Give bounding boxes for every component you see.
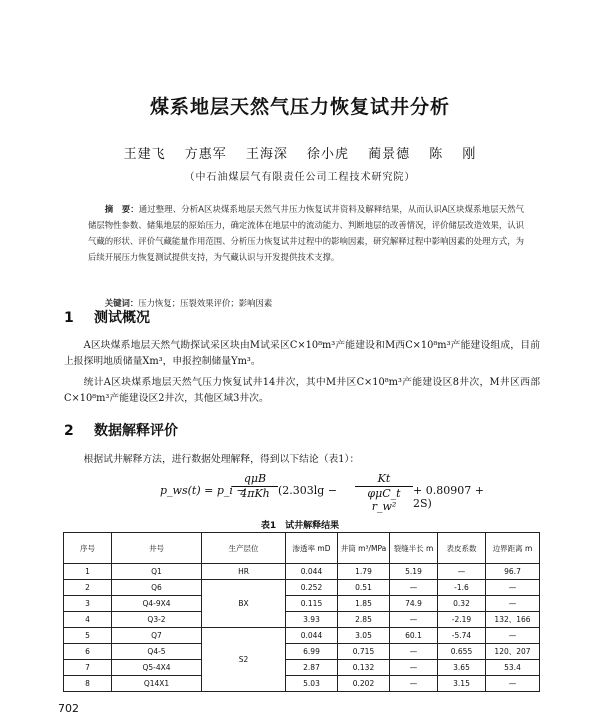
table-cell: 132、166	[486, 612, 540, 628]
table-cell: 120、207	[486, 644, 540, 660]
section-1-number: 1	[64, 310, 74, 326]
table-header-cell: 井筒 m³/MPa	[338, 533, 390, 564]
table-cell: —	[390, 644, 438, 660]
table-cell: 0.51	[338, 580, 390, 596]
paper-title: 煤系地层天然气压力恢复试井分析	[149, 96, 450, 118]
keywords-label: 关键词：	[104, 298, 139, 308]
section-1-paragraph-1: A区块煤系地层天然气勘探试采区块由M试采区C×10⁸m³产能建设和M西C×10⁸m³产能建设组成，目前上报探明地质储量Xm³，申报控制储量Ym³。	[64, 340, 540, 367]
table-cell: 5.19	[390, 564, 438, 580]
table-cell: 1.79	[338, 564, 390, 580]
table-header-cell: 生产层位	[202, 533, 286, 564]
table-cell: 0.044	[286, 564, 338, 580]
table-cell: 0.132	[338, 660, 390, 676]
formula-frac1-denominator: 4πKh	[240, 487, 270, 500]
table-cell: Q1	[112, 564, 202, 580]
table-cell-layer-bx: BX	[202, 580, 286, 628]
keywords-text: 压力恢复；压裂效果评价；影响因素	[138, 298, 273, 308]
table-header-row	[64, 533, 540, 564]
table-cell: 3	[64, 596, 112, 612]
table-cell: 0.202	[338, 676, 390, 692]
table-cell: HR	[202, 564, 286, 580]
table-cell: —	[390, 580, 438, 596]
results-table	[63, 532, 540, 692]
table-cell: Q14X1	[112, 676, 202, 692]
table-cell-layer-s2: S2	[202, 628, 286, 692]
table-cell: 1	[64, 564, 112, 580]
table-cell: 1.85	[338, 596, 390, 612]
section-2-title: 数据解释评价	[94, 423, 178, 439]
formula-frac2-denominator: φμC_t r_w²	[367, 487, 401, 513]
author-list: 王建飞 方惠军 王海深 徐小虎 蔺景德 陈 刚	[123, 147, 477, 162]
table-cell: 3.93	[286, 612, 338, 628]
table-row	[64, 676, 540, 692]
table-cell: 2.85	[338, 612, 390, 628]
table-cell: -5.74	[438, 628, 486, 644]
table-cell: 96.7	[486, 564, 540, 580]
formula-frac2-numerator: Kt	[355, 472, 413, 487]
table-cell: 8	[64, 676, 112, 692]
table-cell: 6.99	[286, 644, 338, 660]
formula-mid-2: + 0.80907 + 2S)	[413, 484, 484, 510]
table-cell: —	[390, 676, 438, 692]
table-cell: —	[438, 564, 486, 580]
section-2-paragraph-1: 根据试井解释方法，进行数据处理解释，得到以下结论（表1）：	[83, 454, 360, 465]
table-cell: 0.655	[438, 644, 486, 660]
abstract	[88, 201, 524, 265]
table-cell: Q4-5	[112, 644, 202, 660]
section-1-paragraph-2: 统计A区块煤系地层天然气压力恢复试井14井次，其中M井区C×10⁸m³产能建设区8井次，M井区西部C×10⁸m³产能建设区2井次，其他区域3井次。	[64, 377, 540, 404]
table-cell: —	[486, 596, 540, 612]
table-header-cell: 边界距离 m	[486, 533, 540, 564]
table-cell: Q3-2	[112, 612, 202, 628]
table-cell: —	[390, 612, 438, 628]
table-cell: -2.19	[438, 612, 486, 628]
table-cell: 53.4	[486, 660, 540, 676]
section-2-heading	[64, 420, 178, 440]
table-cell: 0.252	[286, 580, 338, 596]
table-row	[64, 628, 540, 644]
abstract-label: 摘 要：	[104, 204, 139, 214]
table-cell: 5	[64, 628, 112, 644]
table-row	[64, 644, 540, 660]
table-cell: 3.65	[438, 660, 486, 676]
page-number: 702	[58, 702, 79, 715]
table-caption: 表1 试井解释结果	[260, 521, 340, 531]
table-header-cell: 序号	[64, 533, 112, 564]
table-row	[64, 612, 540, 628]
table-cell: —	[486, 580, 540, 596]
table-cell: Q6	[112, 580, 202, 596]
table-cell: 2.87	[286, 660, 338, 676]
keywords	[88, 297, 524, 309]
table-row	[64, 564, 540, 580]
affiliation: （中石油煤层气有限责任公司工程技术研究院）	[184, 172, 416, 183]
table-cell: 7	[64, 660, 112, 676]
table-cell: 3.05	[338, 628, 390, 644]
table-cell: 0.115	[286, 596, 338, 612]
table-cell: 74.9	[390, 596, 438, 612]
table-cell: 6	[64, 644, 112, 660]
section-1-heading	[64, 307, 150, 327]
table-cell: —	[486, 628, 540, 644]
table-header-cell: 井号	[112, 533, 202, 564]
table-cell: 3.15	[438, 676, 486, 692]
table-cell: 0.32	[438, 596, 486, 612]
table-cell: 0.715	[338, 644, 390, 660]
abstract-text: 通过整理、分析A区块煤系地层天然气井压力恢复试井资料及解释结果，从而认识A区块煤系地层天然气储层物性参数、储集地层的原始压力，确定流体在地层中的流动能力、判断地层的改善情况，评价储层改造效果，认识气藏的形状、评价气藏能量作用范围、分析压力恢复试井过程中的影响因素，研究解释过程中影响因素的处理方式，为后续开展压力恢复测试提供支持，为气藏认识与开发提供技术支撑。	[88, 204, 524, 262]
table-cell: 0.044	[286, 628, 338, 644]
table-header-cell: 裂缝半长 m	[390, 533, 438, 564]
formula-frac1-numerator: qμB	[232, 472, 278, 487]
table-cell: 5.03	[286, 676, 338, 692]
table-cell: Q5-4X4	[112, 660, 202, 676]
formula-lhs: p_ws(t) = p_i −	[160, 484, 246, 497]
table-cell: —	[390, 660, 438, 676]
section-1-title: 测试概况	[94, 310, 150, 326]
formula-mid-1: (2.303lg −	[278, 484, 338, 497]
pressure-buildup-formula	[160, 470, 490, 514]
table-cell: 60.1	[390, 628, 438, 644]
table-cell: Q4-9X4	[112, 596, 202, 612]
table-cell: —	[486, 676, 540, 692]
formula-fraction-2	[355, 472, 413, 513]
table-row	[64, 596, 540, 612]
table-row	[64, 580, 540, 596]
table-cell: Q7	[112, 628, 202, 644]
table-cell: 4	[64, 612, 112, 628]
table-cell: 2	[64, 580, 112, 596]
formula-fraction-1	[232, 472, 278, 500]
table-row	[64, 660, 540, 676]
table-header-cell: 表皮系数	[438, 533, 486, 564]
table-cell: -1.6	[438, 580, 486, 596]
section-2-number: 2	[64, 423, 74, 439]
table-header-cell: 渗透率 mD	[286, 533, 338, 564]
